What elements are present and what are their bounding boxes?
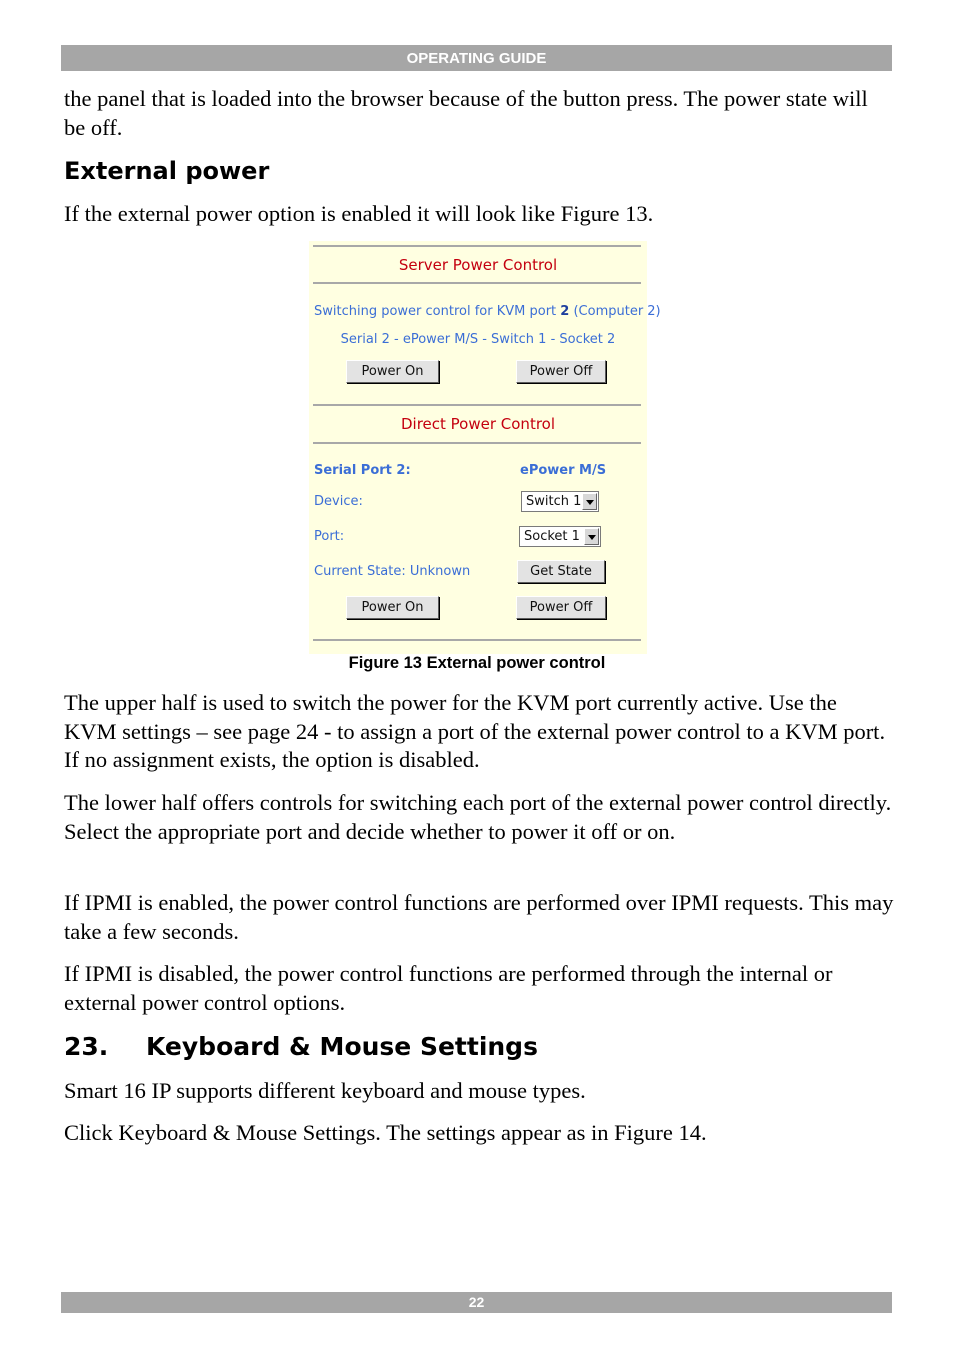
switching-prefix: Switching power control for KVM port: [314, 304, 561, 319]
power-off-button-direct[interactable]: Power Off: [516, 596, 606, 619]
paragraph-ipmi-disabled: If IPMI is disabled, the power control functions are performed through the internal or external power control options.: [64, 961, 833, 1015]
kvm-port-number: 2: [560, 304, 570, 319]
current-state-label: Current State: Unknown: [314, 564, 471, 579]
power-on-button[interactable]: Power On: [346, 360, 439, 383]
page-header: OPERATING GUIDE: [61, 45, 892, 71]
external-power-panel: [309, 241, 661, 654]
paragraph-upper-half: The upper half is used to switch the power for the KVM port currently active. Use the KVM settings – see page 24 - to assign a port of the external power control to a KVM port. If no assignment exists, the option is disabled.: [64, 690, 886, 772]
paragraph-ext-intro: If the external power option is enabled it will look like Figure 13.: [64, 201, 654, 226]
power-off-button[interactable]: Power Off: [516, 360, 606, 383]
port-label: Port:: [314, 529, 345, 544]
chevron-down-icon[interactable]: [582, 493, 597, 510]
port-select-value: Socket 1: [524, 529, 580, 544]
get-state-button[interactable]: Get State: [517, 560, 605, 583]
switching-line: [314, 304, 661, 319]
server-power-control-title: Server Power Control: [398, 256, 558, 274]
device-select[interactable]: [521, 491, 599, 512]
section-heading: [64, 1032, 538, 1061]
paragraph-intro: the panel that is loaded into the browser because of the button press. The power state will be off.: [64, 86, 868, 140]
port-select[interactable]: [519, 526, 601, 547]
divider: [313, 639, 641, 641]
device-type-label: ePower M/S: [520, 463, 607, 478]
paragraph-lower-half: The lower half offers controls for switching each port of the external power control directly. Select the appropriate port and decide whether to power it off or on.: [64, 790, 892, 844]
figure-caption: Figure 13 External power control: [348, 654, 606, 672]
divider: [313, 404, 641, 406]
device-select-value: Switch 1: [526, 494, 582, 509]
section-number: 23.: [64, 1032, 109, 1061]
section-title: Keyboard & Mouse Settings: [146, 1032, 538, 1061]
serial-line: Serial 2 - ePower M/S - Switch 1 - Socket 2: [340, 332, 616, 347]
paragraph-smart: Smart 16 IP supports different keyboard and mouse types.: [64, 1078, 586, 1103]
computer-label: (Computer 2): [569, 304, 661, 319]
divider: [313, 245, 641, 247]
chevron-down-icon[interactable]: [584, 528, 599, 545]
paragraph-ipmi-enabled: If IPMI is enabled, the power control functions are performed over IPMI requests. This may take a few seconds.: [64, 890, 894, 944]
power-on-button-direct[interactable]: Power On: [346, 596, 439, 619]
divider: [313, 282, 641, 284]
direct-power-control-title: Direct Power Control: [400, 415, 556, 433]
paragraph-click: Click Keyboard & Mouse Settings. The settings appear as in Figure 14.: [64, 1120, 707, 1145]
serial-port-label: Serial Port 2:: [314, 463, 411, 478]
page-number: 22: [61, 1292, 892, 1313]
device-label: Device:: [314, 494, 363, 509]
divider: [313, 442, 641, 444]
heading-external-power: External power: [64, 157, 270, 185]
